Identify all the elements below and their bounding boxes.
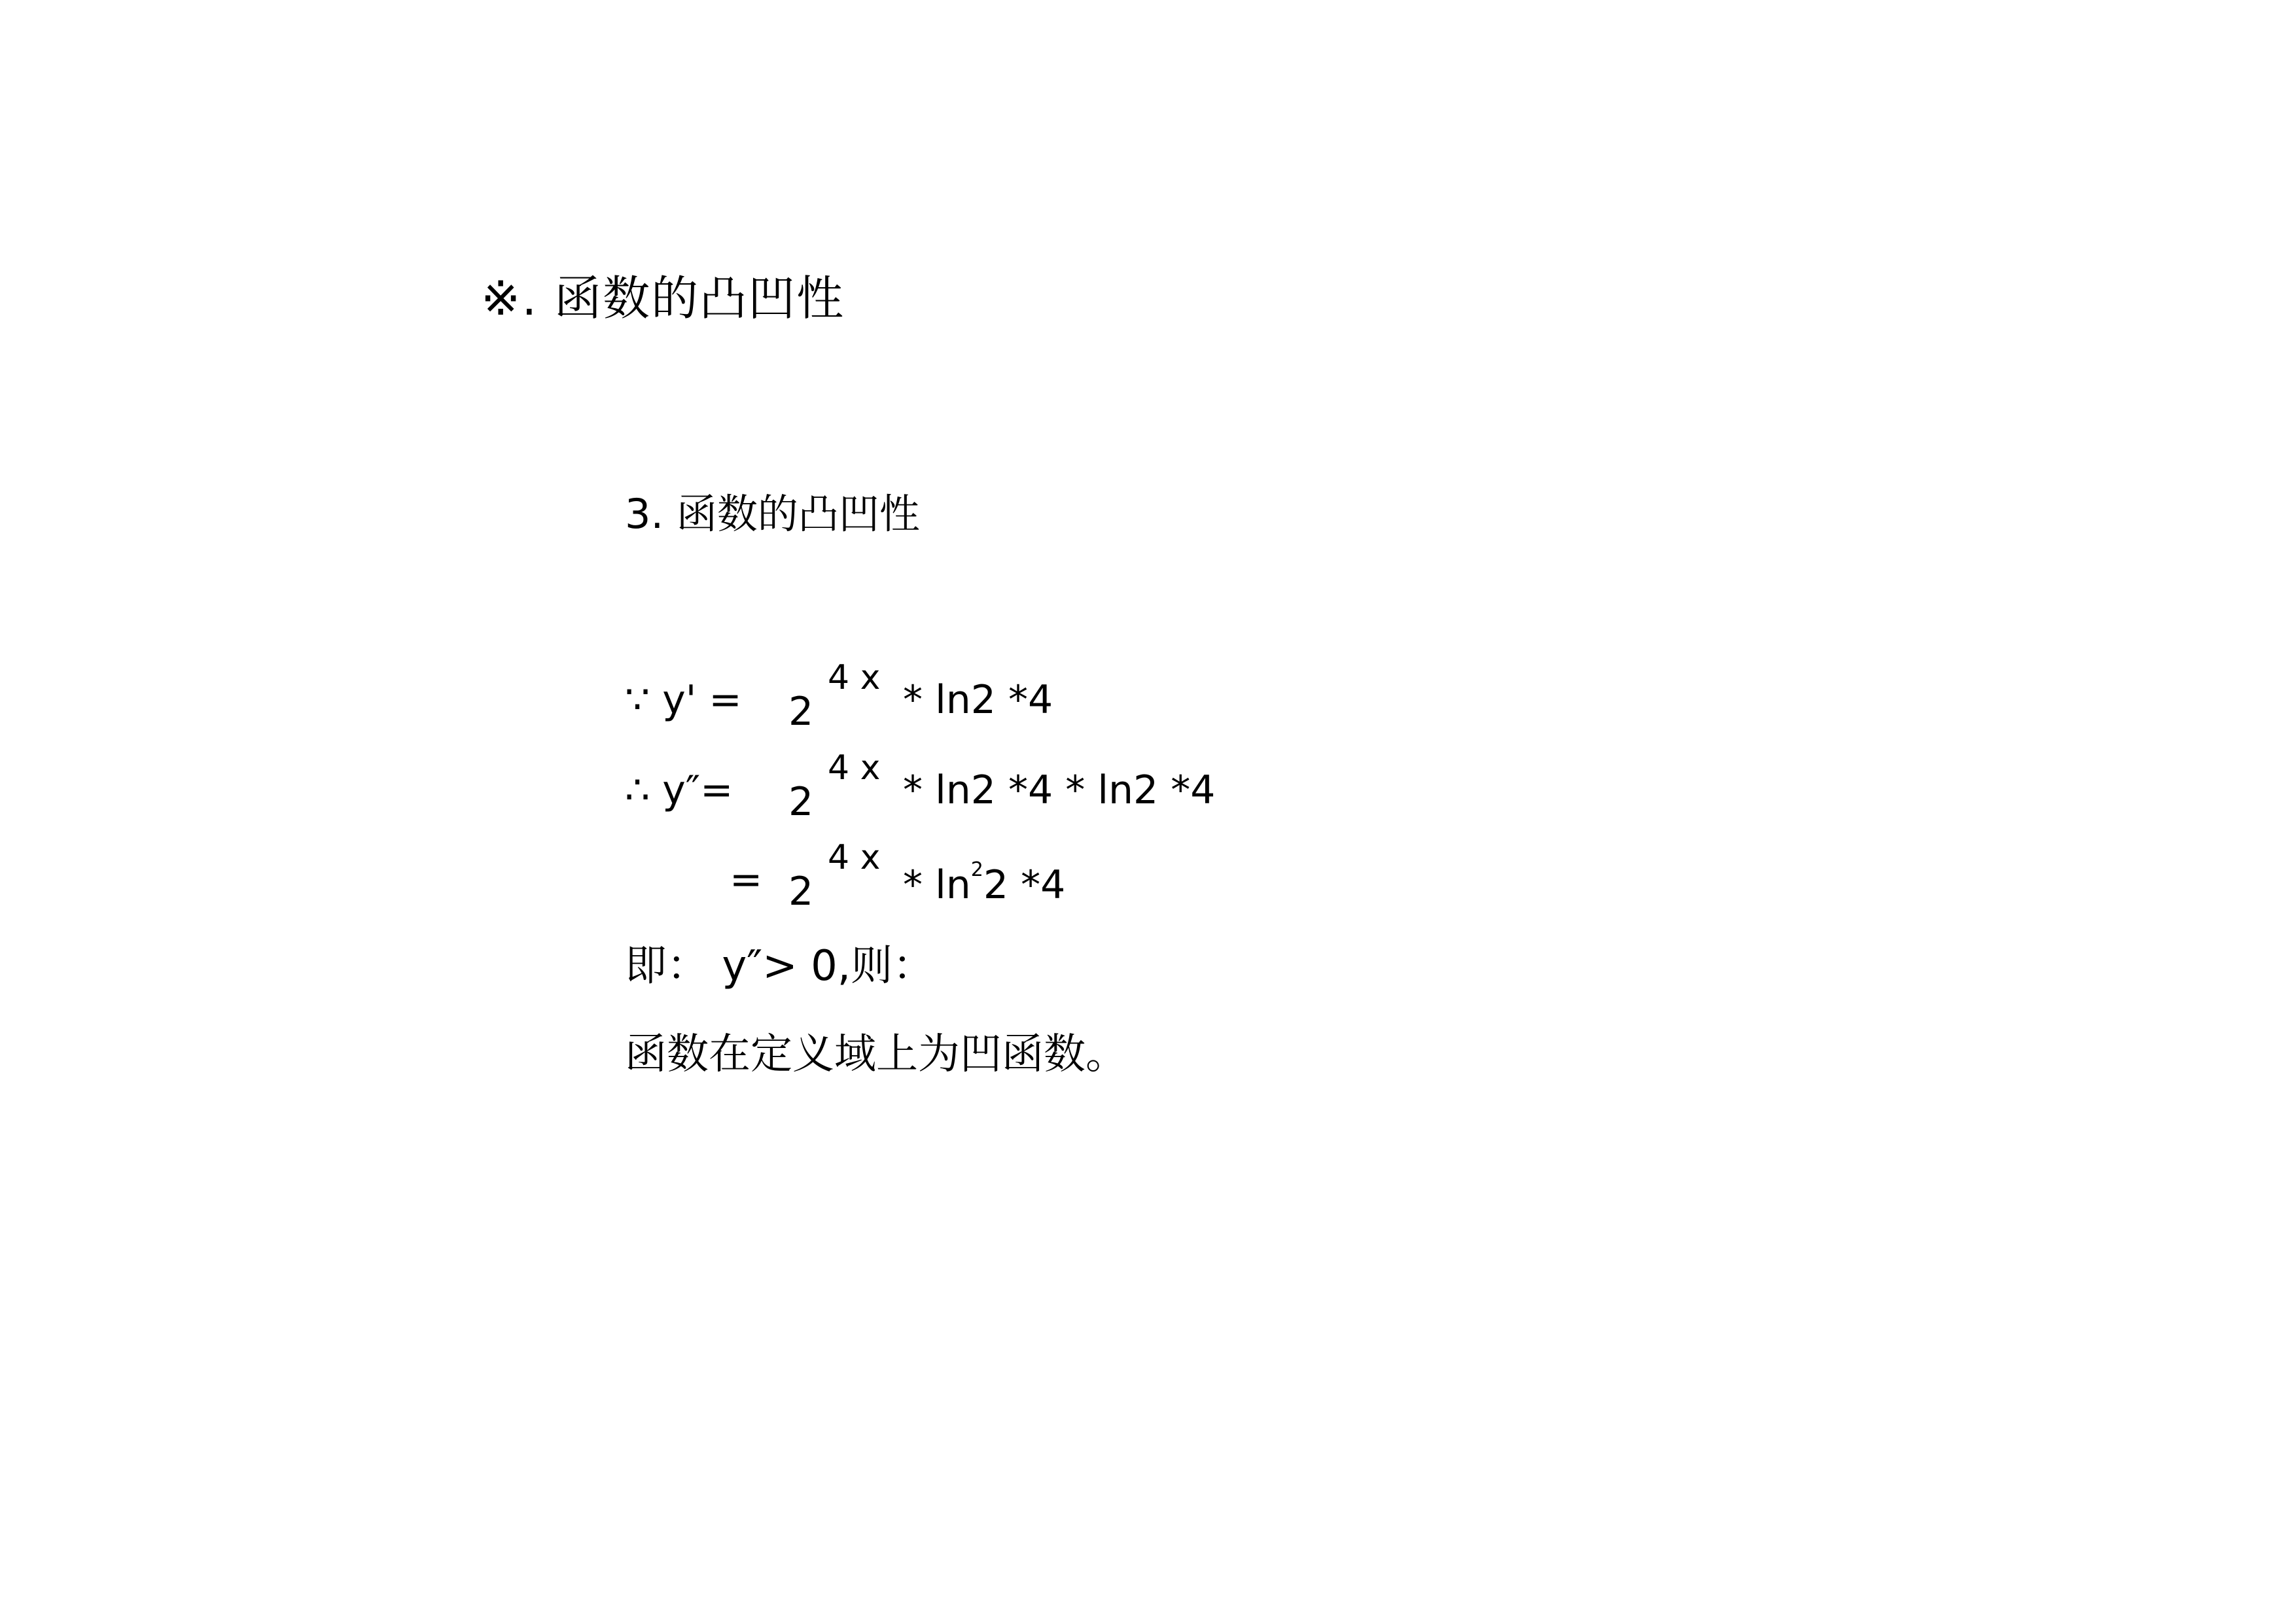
section-heading: 3. 函数的凸凹性 xyxy=(625,490,920,538)
equation-exponent: 4 x xyxy=(828,838,881,877)
main-heading: ※. 函数的凸凹性 xyxy=(481,271,845,326)
equation-exponent: 4 x xyxy=(828,748,881,788)
equation-rest: * ln2 *4 xyxy=(903,677,1053,723)
equation-prefix: = xyxy=(730,857,763,903)
equation-base: 2 xyxy=(788,779,814,825)
equation-simplified xyxy=(625,838,1214,915)
conclusion-condition: 即： y″> 0,则： xyxy=(625,942,935,990)
equation-rest xyxy=(903,858,1066,908)
equation-prefix: ∴ y″= xyxy=(625,767,733,813)
equation-rest-tail: 2 *4 xyxy=(983,862,1066,908)
equation-base: 2 xyxy=(788,689,814,735)
equation-base: 2 xyxy=(788,869,814,915)
equation-first-derivative xyxy=(625,658,1214,735)
equation-prefix: ∵ y' = xyxy=(625,677,742,723)
equation-rest-ln: * ln xyxy=(903,862,971,908)
equation-rest: * ln2 *4 * ln2 *4 xyxy=(903,767,1216,813)
equation-exponent: 4 x xyxy=(828,658,881,697)
equation-rest-superscript: 2 xyxy=(970,858,983,881)
equation-second-derivative xyxy=(625,748,1345,825)
conclusion-statement: 函数在定义域上为凹函数。 xyxy=(625,1030,1127,1079)
